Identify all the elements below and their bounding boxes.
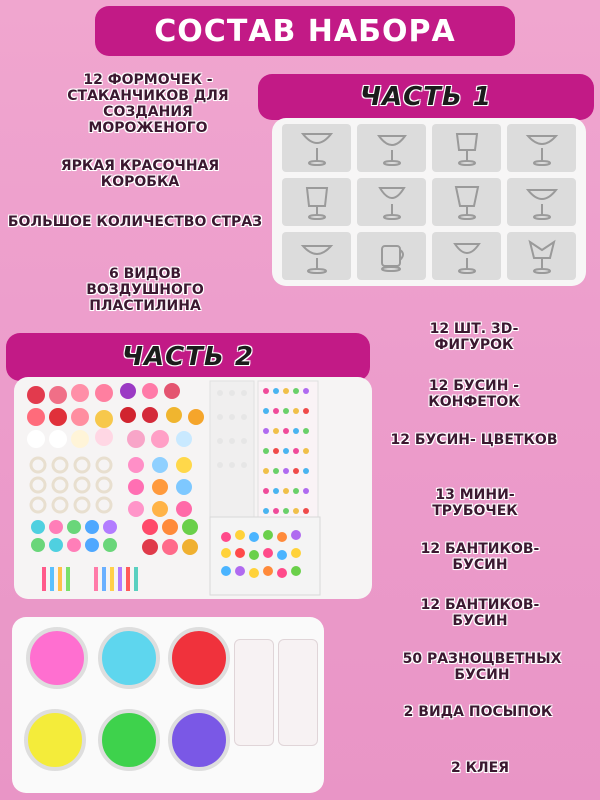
- page-title: СОСТАВ НАБОРА: [95, 6, 515, 56]
- part1-item: ЯРКАЯ КРАСОЧНАЯ КОРОБКА: [60, 158, 220, 190]
- part2-heading: ЧАСТЬ 2: [6, 333, 370, 381]
- cup-image: [282, 178, 351, 226]
- part2-item: 50 РАЗНОЦВЕТНЫХ БУСИН: [402, 651, 562, 683]
- part1-item: 12 ФОРМОЧЕК - СТАКАНЧИКОВ ДЛЯ СОЗДАНИЯ МОРОЖЕНОГО: [67, 72, 229, 136]
- accessories-photo: [14, 377, 372, 599]
- cup-image: [432, 178, 501, 226]
- slime-jar: [98, 627, 160, 689]
- part2-item: 12 БУСИН- ЦВЕТКОВ: [390, 432, 558, 448]
- cup-image: [507, 124, 576, 172]
- cups-photo: [272, 118, 586, 286]
- part1-item: БОЛЬШОЕ КОЛИЧЕСТВО СТРАЗ: [7, 214, 263, 230]
- cup-image: [507, 232, 576, 280]
- cup-image: [282, 124, 351, 172]
- slime-jar: [26, 627, 88, 689]
- cup-image: [357, 178, 426, 226]
- part2-item: 12 БАНТИКОВ- БУСИН: [420, 541, 540, 573]
- cup-image: [357, 232, 426, 280]
- cup-image: [282, 232, 351, 280]
- slime-jar: [24, 709, 86, 771]
- beads-illustration: [14, 377, 372, 599]
- slime-jar: [98, 709, 160, 771]
- glue-tube: [278, 639, 318, 746]
- slime-photo: [12, 617, 324, 793]
- cup-image: [432, 124, 501, 172]
- part1-heading: ЧАСТЬ 1: [258, 74, 594, 120]
- part2-item: 12 БАНТИКОВ- БУСИН: [420, 597, 540, 629]
- part2-item: 2 КЛЕЯ: [450, 760, 510, 776]
- part2-item: 12 БУСИН - КОНФЕТОК: [428, 378, 520, 410]
- slime-jar: [168, 627, 230, 689]
- cup-image: [507, 178, 576, 226]
- part1-item: 6 ВИДОВ ВОЗДУШНОГО ПЛАСТИЛИНА: [86, 266, 204, 314]
- part2-item: 12 ШТ. 3D-ФИГУРОК: [429, 321, 519, 353]
- cup-image: [357, 124, 426, 172]
- part2-item: 2 ВИДА ПОСЫПОК: [403, 704, 553, 720]
- slime-jar: [168, 709, 230, 771]
- glue-tube: [234, 639, 274, 746]
- cup-image: [432, 232, 501, 280]
- part2-item: 13 МИНИ-ТРУБОЧЕК: [432, 487, 518, 519]
